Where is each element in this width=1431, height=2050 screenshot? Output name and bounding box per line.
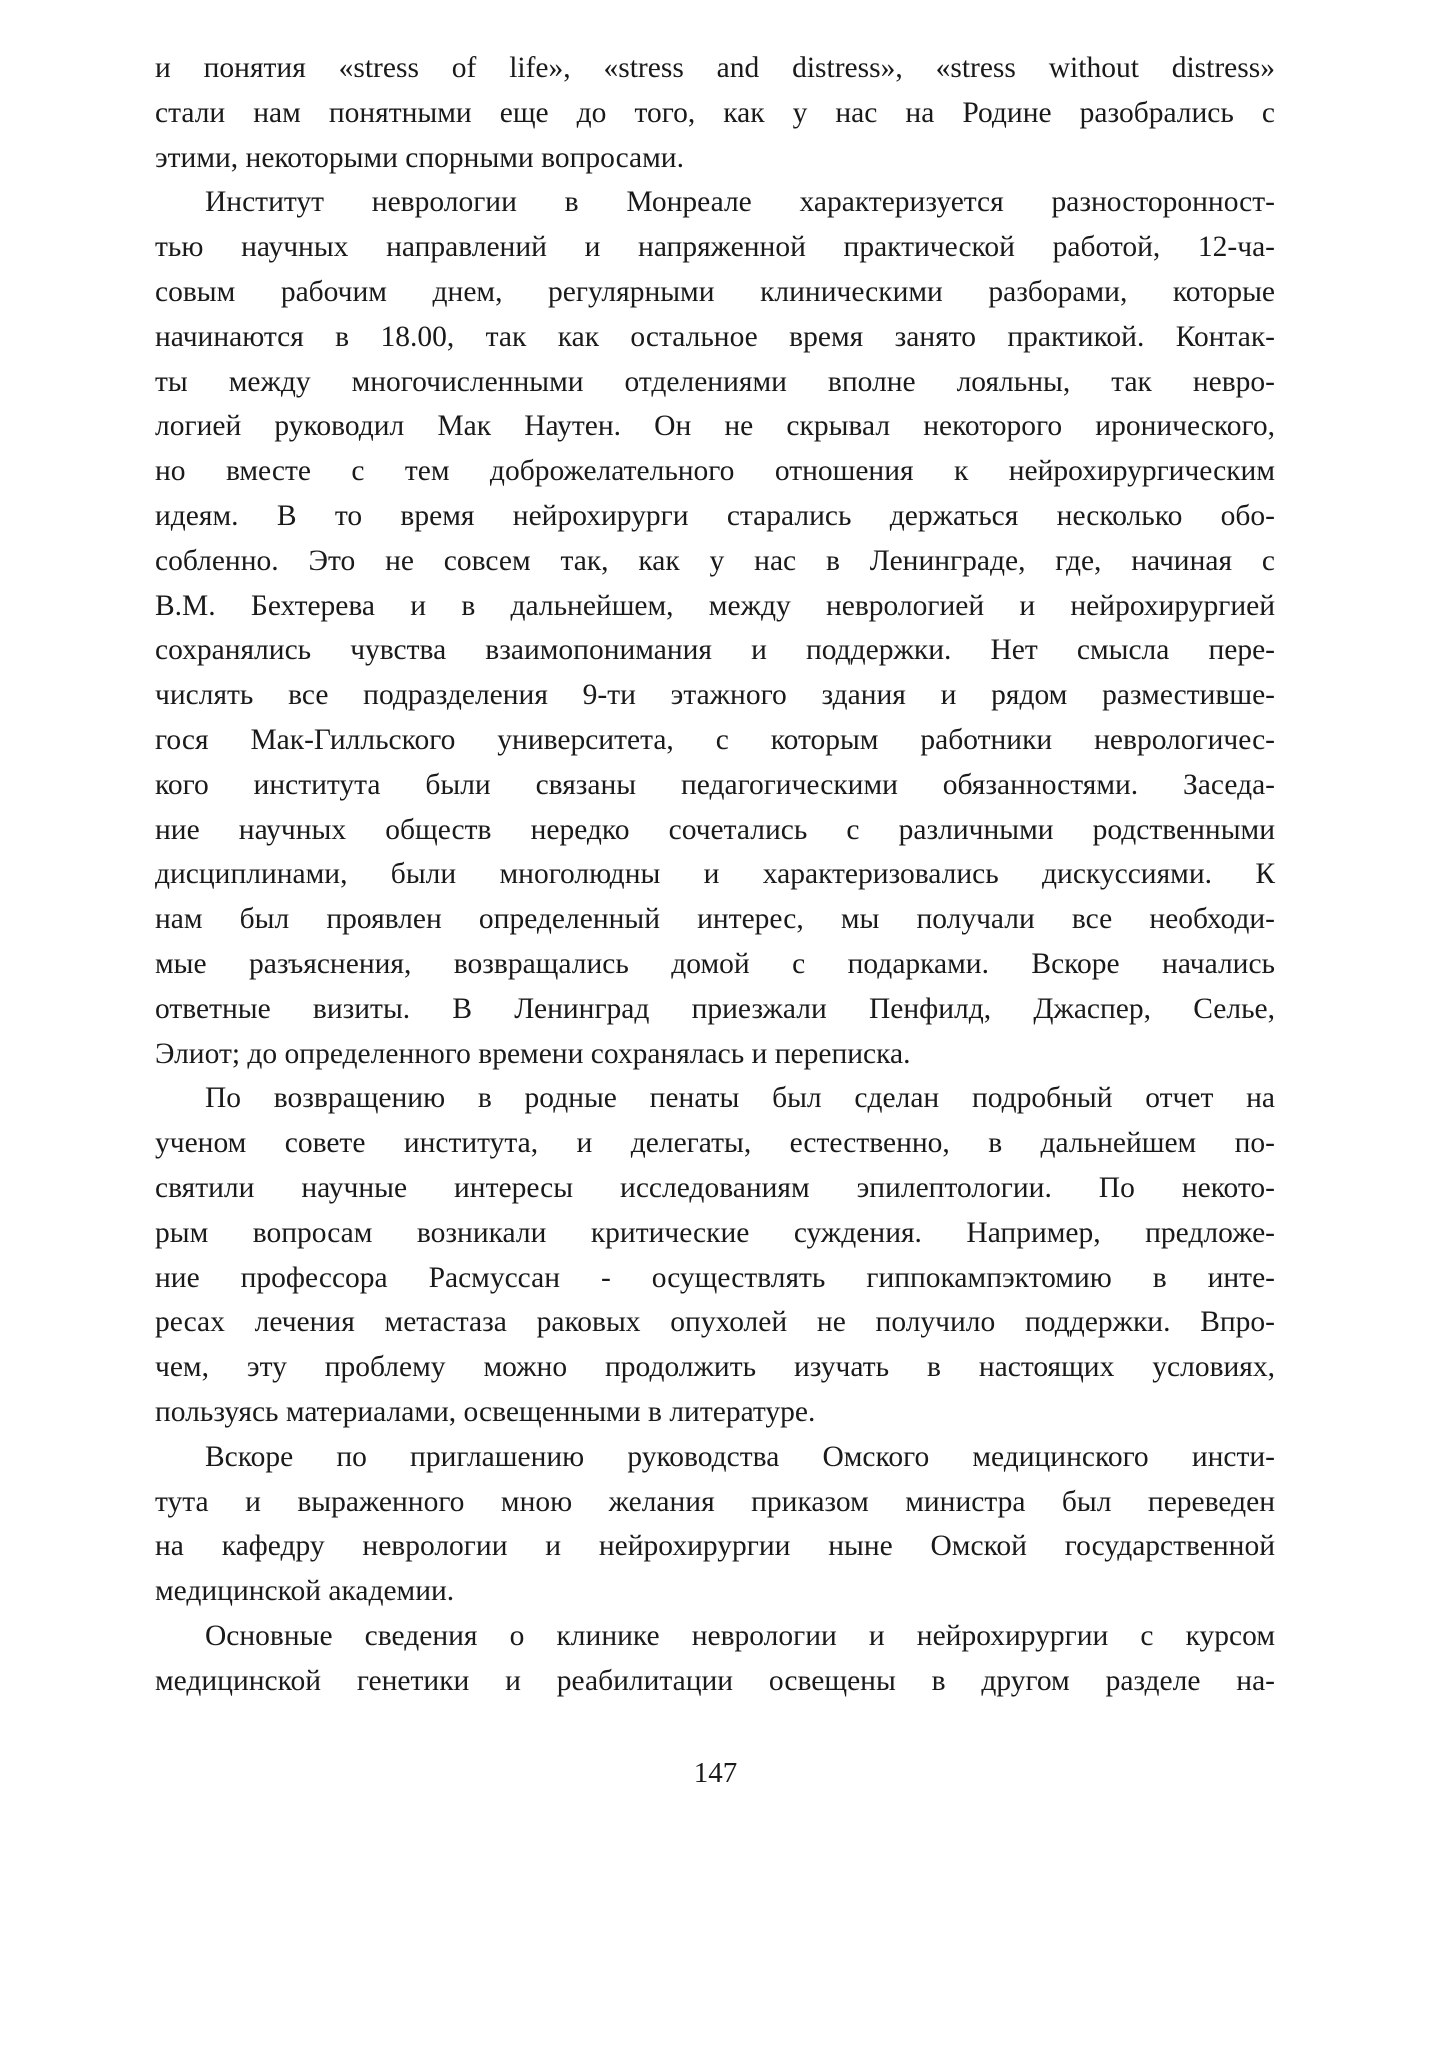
text-line: пользуясь материалами, освещенными в литературе. bbox=[155, 1395, 816, 1428]
text-line: идеям. В то время нейрохирурги старались держаться несколько обо- bbox=[155, 499, 1275, 532]
text-line: логией руководил Мак Наутен. Он не скрывал некоторого иронического, bbox=[155, 410, 1275, 443]
text-line: Элиот; до определенного времени сохранялась и переписка. bbox=[155, 1037, 911, 1070]
text-line: сохранялись чувства взаимопонимания и поддержки. Нет смысла пере- bbox=[155, 634, 1275, 667]
text-line: стали нам понятными еще до того, как у нас на Родине разобрались с bbox=[155, 96, 1275, 129]
text-line: тута и выраженного мною желания приказом министра был переведен bbox=[155, 1485, 1275, 1518]
text-line: этими, некоторыми спорными вопросами. bbox=[155, 141, 684, 174]
text-line: В.М. Бехтерева и в дальнейшем, между неврологией и нейрохирургией bbox=[155, 589, 1275, 622]
text-line: нам был проявлен определенный интерес, мы получали все необходи- bbox=[155, 903, 1275, 936]
paragraph bbox=[155, 46, 1275, 180]
text-line: медицинской академии. bbox=[155, 1575, 455, 1608]
text-line: тью научных направлений и напряженной практической работой, 12-ча- bbox=[155, 231, 1275, 264]
text-line: гося Мак-Гилльского университета, с которым работники неврологичес- bbox=[155, 723, 1275, 756]
text-line: Институт неврологии в Монреале характеризуется разносторонност- bbox=[205, 186, 1275, 219]
text-line: святили научные интересы исследованиям эпилептологии. По некото- bbox=[155, 1171, 1275, 1204]
paragraph bbox=[155, 1435, 1275, 1614]
text-line: кого института были связаны педагогическими обязанностями. Заседа- bbox=[155, 768, 1275, 801]
paragraph bbox=[155, 1076, 1275, 1434]
text-line: но вместе с тем доброжелательного отношения к нейрохирургическим bbox=[155, 455, 1275, 488]
text-line: совым рабочим днем, регулярными клиническими разборами, которые bbox=[155, 275, 1275, 308]
text-line: Основные сведения о клинике неврологии и нейрохирургии с курсом bbox=[205, 1619, 1275, 1652]
text-line: медицинской генетики и реабилитации освещены в другом разделе на- bbox=[155, 1664, 1275, 1697]
text-line: рым вопросам возникали критические суждения. Например, предложе- bbox=[155, 1216, 1275, 1249]
page-number: 147 bbox=[693, 1757, 738, 1789]
paragraph bbox=[155, 180, 1275, 1076]
body-text bbox=[155, 46, 1275, 1703]
text-line: чем, эту проблему можно продолжить изучать в настоящих условиях, bbox=[155, 1351, 1275, 1384]
text-line: дисциплинами, были многолюдны и характеризовались дискуссиями. К bbox=[155, 858, 1275, 891]
text-line: начинаются в 18.00, так как остальное время занято практикой. Контак- bbox=[155, 320, 1275, 353]
text-line: на кафедру неврологии и нейрохирургии ныне Омской государственной bbox=[155, 1530, 1275, 1563]
text-line: и понятия «stress of life», «stress and distress», «stress without distress» bbox=[155, 52, 1275, 84]
text-line: числять все подразделения 9-ти этажного здания и рядом разместивше- bbox=[155, 679, 1275, 712]
text-line: ответные визиты. В Ленинград приезжали Пенфилд, Джаспер, Селье, bbox=[155, 992, 1275, 1025]
text-line: мые разъяснения, возвращались домой с подарками. Вскоре начались bbox=[155, 947, 1275, 980]
paragraph bbox=[155, 1614, 1275, 1704]
text-line: собленно. Это не совсем так, как у нас в Ленинграде, где, начиная с bbox=[155, 544, 1275, 577]
text-line: ресах лечения метастаза раковых опухолей не получило поддержки. Впро- bbox=[155, 1306, 1275, 1339]
text-line: ты между многочисленными отделениями вполне лояльны, так невро- bbox=[155, 365, 1275, 398]
text-line: ние научных обществ нередко сочетались с различными родственными bbox=[155, 813, 1275, 846]
text-line: По возвращению в родные пенаты был сделан подробный отчет на bbox=[205, 1082, 1275, 1115]
text-line: Вскоре по приглашению руководства Омского медицинского инсти- bbox=[205, 1440, 1275, 1473]
text-line: ученом совете института, и делегаты, естественно, в дальнейшем по- bbox=[155, 1127, 1275, 1160]
text-line: ние профессора Расмуссан - осуществлять гиппокампэктомию в инте- bbox=[155, 1261, 1275, 1294]
